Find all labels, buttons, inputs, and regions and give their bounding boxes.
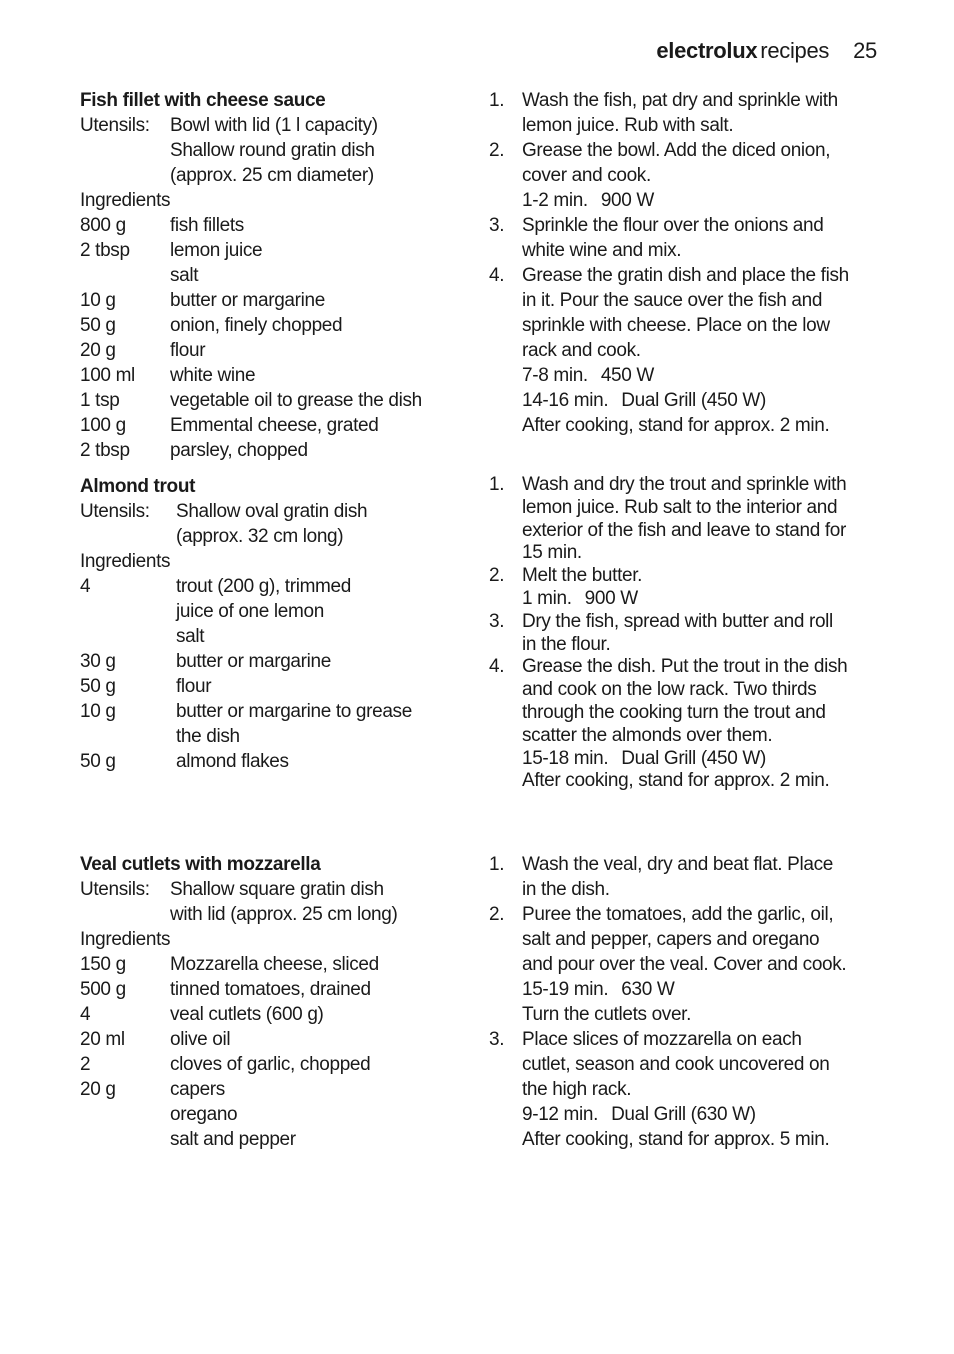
ingredient-row [80,438,460,463]
recipe-title: Fish fillet with cheese sauce [80,90,326,111]
ingredient-qty: 50 g [80,751,116,772]
ingredient-qty [80,1127,170,1152]
utensil: Shallow oval gratin dish [176,501,368,522]
ingredient-qty [80,724,176,749]
ingredient-qty: 2 tbsp [80,240,130,261]
ingredient-item: parsley, chopped [170,440,308,461]
step [489,656,849,793]
step-text: Puree the tomatoes, add the garlic, oil, salt and pepper, capers and oregano and pour over the veal. Cover and cook. [522,904,847,975]
ingredient-item: flour [170,340,206,361]
utensil: Shallow square gratin dish [170,879,384,900]
ingredient-row [80,724,460,749]
ingredient-item: salt [176,626,205,647]
ingredients-label: Ingredients [80,929,171,950]
ingredient-item: vegetable oil to grease the dish [170,390,422,411]
ingredient-row [80,313,460,338]
step-number: 1. [489,474,505,495]
ingredient-qty [80,263,170,288]
ingredients-label: Ingredients [80,190,171,211]
ingredient-item: juice of one lemon [176,601,324,622]
cooking-setting [522,388,849,413]
ingredient-item: lemon juice [170,240,263,261]
ingredient-item: salt and pepper [170,1129,296,1150]
cook-time: 7-8 min. [522,365,588,386]
ingredient-qty: 20 g [80,340,116,361]
ingredient-qty [80,1102,170,1127]
ingredient-row [80,574,460,599]
power-level: Dual Grill (630 W) [611,1104,756,1125]
utensils-row [80,113,460,138]
ingredient-qty: 30 g [80,651,116,672]
utensils-row [80,524,460,549]
ingredient-item: salt [170,265,199,286]
ingredient-qty: 20 g [80,1079,116,1100]
step [489,88,849,138]
ingredient-row [80,674,460,699]
step-text: Wash the veal, dry and beat flat. Place in the dish. [522,854,833,900]
utensil: (approx. 25 cm diameter) [170,165,374,186]
ingredient-row [80,1002,460,1027]
cooking-setting [522,188,849,213]
ingredient-qty: 500 g [80,979,126,1000]
ingredient-item: fish fillets [170,215,244,236]
cook-time: 1 min. [522,587,572,609]
utensils-label: Utensils: [80,115,150,136]
ingredient-item: Mozzarella cheese, sliced [170,954,379,975]
ingredient-qty: 100 g [80,415,126,436]
step-number: 3. [489,610,505,632]
ingredient-item: tinned tomatoes, drained [170,979,371,1000]
ingredient-item: oregano [170,1104,238,1125]
utensil: Bowl with lid (1 l capacity) [170,115,378,136]
step-text: Place slices of mozzarella on each cutlet, season and cook uncovered on the high rack. [522,1029,830,1100]
ingredient-row [80,1077,460,1102]
step [489,902,849,1027]
step-text: Sprinkle the flour over the onions and white wine and mix. [522,215,824,261]
ingredient-row [80,952,460,977]
step-number: 1. [489,90,505,111]
ingredient-row [80,699,460,724]
step [489,138,849,213]
ingredient-row [80,1052,460,1077]
utensils-row [80,902,460,927]
ingredient-row [80,213,460,238]
ingredient-qty: 150 g [80,954,126,975]
ingredient-qty: 10 g [80,290,116,311]
step-number: 1. [489,854,505,875]
cook-time: 9-12 min. [522,1104,599,1125]
ingredient-row [80,1102,460,1127]
cooking-setting [522,588,849,611]
ingredient-qty [80,599,176,624]
step-number: 2. [489,565,505,587]
ingredient-item: the dish [176,726,240,747]
ingredient-row [80,977,460,1002]
ingredient-row [80,338,460,363]
ingredient-item: Emmental cheese, grated [170,415,379,436]
ingredient-item: flour [176,676,212,697]
ingredient-row [80,363,460,388]
step [489,213,849,263]
ingredient-item: butter or margarine [170,290,325,311]
utensils-row [80,163,460,188]
ingredient-row [80,388,460,413]
ingredient-item: onion, finely chopped [170,315,343,336]
ingredient-row [80,238,460,263]
ingredient-row [80,649,460,674]
after-cooking-note: After cooking, stand for approx. 5 min. [522,1129,830,1150]
step-number: 3. [489,215,505,236]
ingredient-qty: 4 [80,576,91,597]
ingredient-qty: 2 tbsp [80,440,130,461]
step [489,852,849,902]
step-text: Grease the dish. Put the trout in the dish and cook on the low rack. Two thirds through the cooking turn the trout and scatter the almonds over them. [522,656,848,746]
ingredient-qty: 800 g [80,215,126,236]
page-header [656,38,877,64]
cooking-setting [522,363,849,388]
power-level: 900 W [584,587,638,609]
utensils-row [80,138,460,163]
power-level: 630 W [621,979,675,1000]
ingredient-item: olive oil [170,1029,231,1050]
recipe-title: Almond trout [80,476,196,497]
step-text: Wash the fish, pat dry and sprinkle with lemon juice. Rub with salt. [522,90,838,136]
step [489,474,849,565]
recipe-ingredients-column [80,474,460,774]
step-text: Dry the fish, spread with butter and roll in the flour. [522,610,833,655]
ingredient-qty [80,624,176,649]
utensil: with lid (approx. 25 cm long) [170,904,398,925]
step [489,263,849,438]
power-level: 900 W [600,190,655,211]
cook-time: 15-19 min. [522,979,609,1000]
page-number: 25 [853,38,877,63]
ingredient-qty: 100 ml [80,365,135,386]
step-number: 2. [489,904,505,925]
ingredient-row [80,413,460,438]
ingredient-item: white wine [170,365,256,386]
step-number: 4. [489,265,505,286]
ingredient-qty: 4 [80,1004,91,1025]
power-level: Dual Grill (450 W) [621,747,766,769]
ingredient-item: capers [170,1079,225,1100]
recipe-ingredients-column [80,852,460,1152]
ingredients-label: Ingredients [80,551,171,572]
step-number: 2. [489,140,505,161]
cook-time: 1-2 min. [522,190,588,211]
cook-time: 14-16 min. [522,390,609,411]
utensil: Shallow round gratin dish [170,140,375,161]
step-text: Grease the bowl. Add the diced onion, cover and cook. [522,140,831,186]
ingredient-item: butter or margarine [176,651,331,672]
recipe-ingredients-column [80,88,460,463]
step [489,1027,849,1152]
utensil: (approx. 32 cm long) [176,526,344,547]
step [489,565,849,611]
after-cooking-note: Turn the cutlets over. [522,1004,692,1025]
ingredient-qty: 20 ml [80,1029,125,1050]
ingredient-row [80,288,460,313]
step-text: Wash and dry the trout and sprinkle with lemon juice. Rub salt to the interior and exterior of the fish and leave to stand for 15 min. [522,474,847,564]
recipe-title: Veal cutlets with mozzarella [80,854,321,875]
cooking-setting [522,1102,849,1127]
ingredient-qty: 50 g [80,676,116,697]
utensils-label: Utensils: [80,501,150,522]
power-level: 450 W [600,365,655,386]
ingredient-item: trout (200 g), trimmed [176,576,351,597]
step-text: Melt the butter. [522,565,643,587]
ingredient-row [80,1027,460,1052]
step-number: 4. [489,656,505,678]
section-name: recipes [760,38,830,63]
step-text: Grease the gratin dish and place the fish in it. Pour the sauce over the fish and sprinkle with cheese. Place on the low rack and cook. [522,265,849,361]
recipe-steps-column [489,852,849,1152]
cooking-setting [522,977,849,1002]
ingredient-item: veal cutlets (600 g) [170,1004,324,1025]
cook-time: 15-18 min. [522,747,609,769]
cooking-setting [522,748,849,771]
ingredient-row [80,263,460,288]
recipe-steps-column [489,474,849,793]
ingredient-item: almond flakes [176,751,289,772]
after-cooking-note: After cooking, stand for approx. 2 min. [522,770,830,792]
ingredient-row [80,599,460,624]
ingredient-qty: 2 [80,1054,91,1075]
after-cooking-note: After cooking, stand for approx. 2 min. [522,415,830,436]
step-number: 3. [489,1029,505,1050]
step [489,611,849,657]
ingredient-item: cloves of garlic, chopped [170,1054,371,1075]
utensils-label: Utensils: [80,879,150,900]
recipe-steps-column [489,88,849,438]
ingredient-qty: 50 g [80,315,116,336]
utensils-row [80,877,460,902]
brand-name: electrolux [656,38,758,63]
ingredient-item: butter or margarine to grease [176,701,412,722]
utensils-row [80,499,460,524]
ingredient-qty: 1 tsp [80,390,120,411]
ingredient-row [80,624,460,649]
ingredient-qty: 10 g [80,701,116,722]
ingredient-row [80,749,460,774]
ingredient-row [80,1127,460,1152]
power-level: Dual Grill (450 W) [621,390,766,411]
